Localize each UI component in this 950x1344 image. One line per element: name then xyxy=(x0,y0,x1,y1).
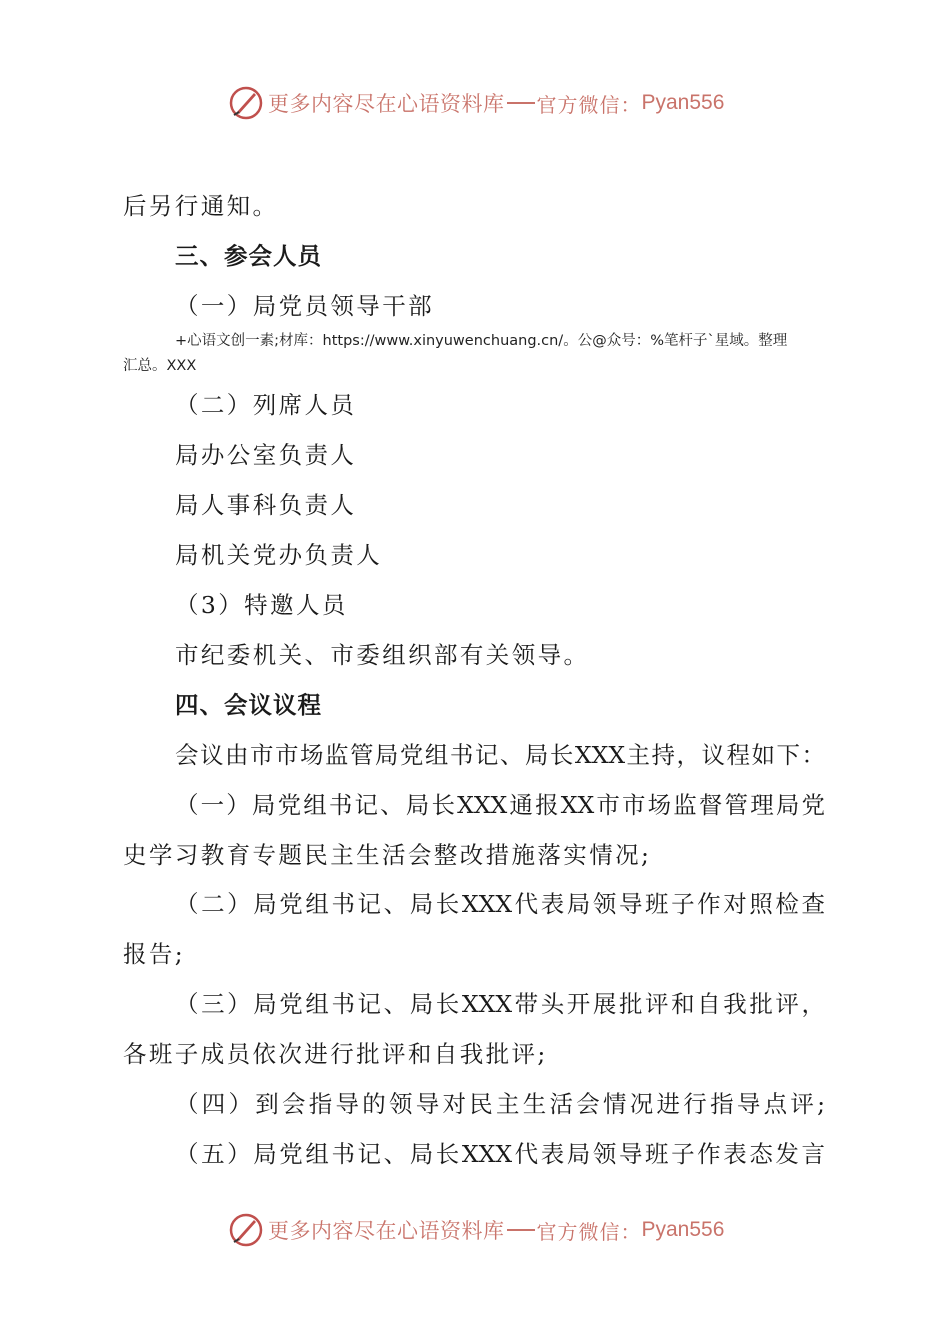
paragraph-line: 会议由市市场监管局党组书记、局长XXX主持，议程如下： xyxy=(175,741,825,769)
banner-wechat-id: Pyan556 xyxy=(641,91,725,114)
section-heading: 三、参会人员 xyxy=(175,242,322,270)
banner-wechat-id: Pyan556 xyxy=(641,1218,725,1241)
header-banner xyxy=(228,83,724,123)
paragraph-line: 各班子成员依次进行批评和自我批评; xyxy=(123,1040,548,1068)
banner-wechat-label: 官方微信： xyxy=(536,92,642,117)
banner-site-text: 更多内容尽在心语资料库 xyxy=(268,92,505,116)
watermark-text-continued: 汇总。XXX xyxy=(123,358,197,374)
paragraph-line: （四）到会指导的领导对民主生活会情况进行指导点评; xyxy=(175,1090,825,1118)
paragraph-line: （一）局党组书记、局长XXX通报XX市市场监督管理局党 xyxy=(175,791,825,819)
paragraph-line: （二）局党组书记、局长XXX代表局领导班子作对照检查 xyxy=(175,890,825,918)
quill-pen-logo-icon xyxy=(228,1212,264,1248)
banner-divider xyxy=(507,102,535,104)
subsection-heading: （一）局党员领导干部 xyxy=(175,292,434,320)
paragraph-line: 史学习教育专题民主生活会整改措施落实情况; xyxy=(123,841,652,869)
watermark-text: +心语文创一素;材库：https://www.xinyuwenchuang.cn/。公@众号：%笔杆子`星域。整理 xyxy=(175,333,788,349)
subsection-heading: （二）列席人员 xyxy=(175,391,357,419)
quill-pen-logo-icon xyxy=(228,85,264,121)
paragraph-line: 后另行通知。 xyxy=(123,192,279,220)
list-item: 局机关党办负责人 xyxy=(175,541,383,569)
paragraph-line: （五）局党组书记、局长XXX代表局领导班子作表态发言 xyxy=(175,1140,825,1168)
banner-wechat-label: 官方微信： xyxy=(536,1219,642,1244)
list-item: 局人事科负责人 xyxy=(175,491,357,519)
paragraph-line: （三）局党组书记、局长XXX带头开展批评和自我批评， xyxy=(175,990,825,1018)
banner-site-text: 更多内容尽在心语资料库 xyxy=(268,1219,505,1243)
footer-banner xyxy=(228,1210,724,1250)
subsection-heading: （3）特邀人员 xyxy=(175,591,348,619)
list-item: 局办公室负责人 xyxy=(175,441,357,469)
section-heading: 四、会议议程 xyxy=(175,691,322,719)
banner-divider xyxy=(507,1229,535,1231)
paragraph-line: 报告; xyxy=(123,940,186,968)
list-item: 市纪委机关、市委组织部有关领导。 xyxy=(175,641,590,669)
